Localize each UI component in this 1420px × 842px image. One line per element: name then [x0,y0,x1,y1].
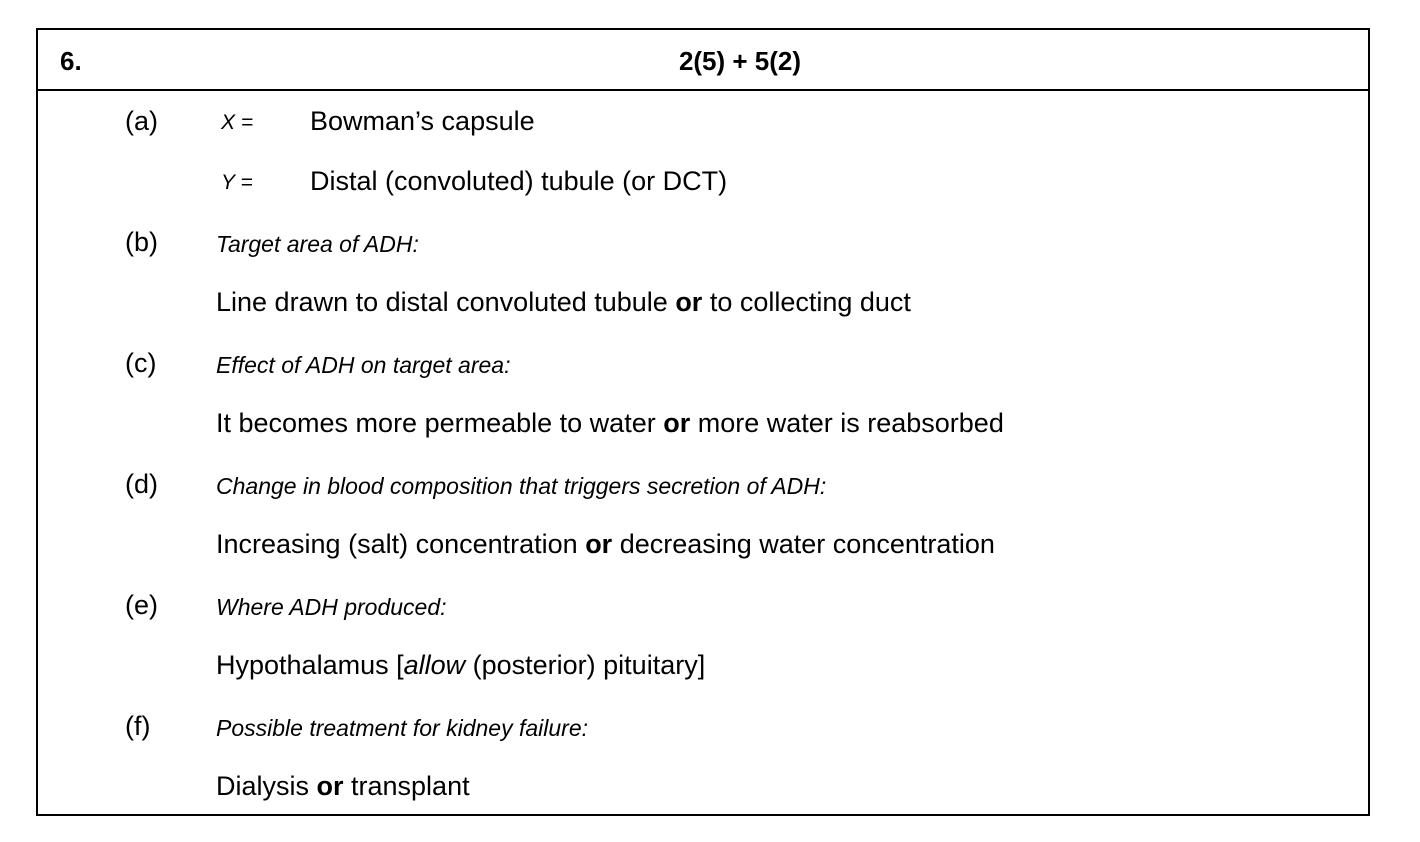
part-e-answer: Hypothalamus [allow (posterior) pituitary] [216,650,706,680]
part-f-prompt: Possible treatment for kidney failure: [216,715,589,741]
y-key: Y = [221,171,253,194]
part-f-label: (f) [125,711,151,741]
part-b-answer: Line drawn to distal convoluted tubule or to collecting duct [216,287,911,317]
part-a-label: (a) [125,106,158,136]
part-b-label: (b) [125,227,158,257]
x-answer: Bowman’s capsule [310,106,535,136]
part-d-prompt: Change in blood composition that triggers secretion of ADH: [216,473,827,499]
part-c-label: (c) [125,348,157,378]
y-answer: Distal (convoluted) tubule (or DCT) [310,166,728,196]
marks-allocation: 2(5) + 5(2) [678,46,802,76]
part-e-prompt: Where ADH produced: [216,594,447,620]
part-c-answer: It becomes more permeable to water or more water is reabsorbed [216,408,1004,438]
part-d-label: (d) [125,469,158,499]
question-header [38,30,1368,91]
question-number: 6. [60,46,82,76]
x-key: X = [221,111,254,134]
part-f-answer: Dialysis or transplant [216,771,470,801]
part-e-label: (e) [125,590,158,620]
part-d-answer: Increasing (salt) concentration or decreasing water concentration [216,529,995,559]
part-b-prompt: Target area of ADH: [216,231,419,257]
part-c-prompt: Effect of ADH on target area: [216,352,511,378]
